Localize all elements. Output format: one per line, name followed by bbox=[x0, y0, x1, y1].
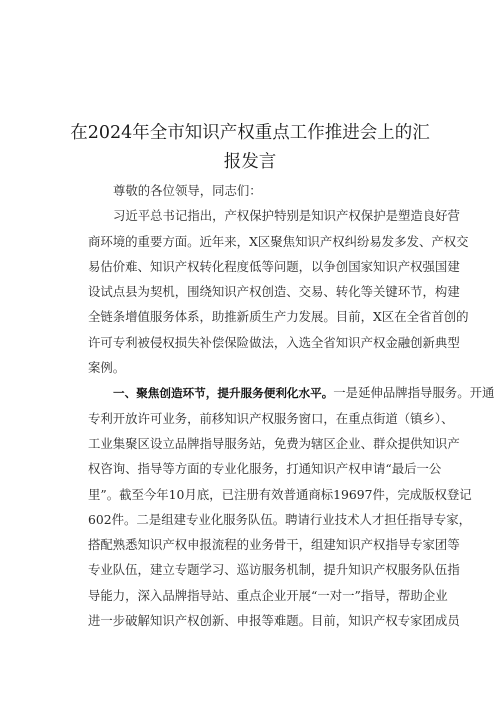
paragraph-line: 搭配熟悉知识产权申报流程的业务骨干，组建知识产权指导专家团等 bbox=[88, 537, 460, 553]
paragraph-line: 权咨询、指导等方面的专业化服务，打通知识产权申请“最后一公 bbox=[88, 461, 442, 477]
paragraph-line: 习近平总书记指出，产权保护特别是知识产权保护是塑造良好营 bbox=[113, 208, 460, 224]
paragraph-line: 导能力，深入品牌指导站、重点企业开展“一对一”指导，帮助企业 bbox=[88, 587, 448, 603]
document-title-line-2: 报发言 bbox=[223, 152, 277, 172]
paragraph-line: 易估价难、知识产权转化程度低等问题，以争创国家知识产权强国建 bbox=[88, 258, 460, 274]
paragraph-line: 商环境的重要方面。近年来，X区聚焦知识产权纠纷易发多发、产权交 bbox=[88, 233, 469, 249]
section-1-first-line bbox=[88, 380, 495, 405]
document-title-line-1: 在2024年全市知识产权重点工作推进会上的汇 bbox=[70, 123, 430, 143]
paragraph-line: 专利开放许可业务，前移知识产权服务窗口，在重点街道（镇乡）、 bbox=[88, 410, 454, 426]
section-1-first-line-text: 一是延伸品牌指导服务。开通 bbox=[333, 385, 495, 401]
paragraph-line: 案例。 bbox=[88, 360, 126, 376]
document-body bbox=[88, 178, 495, 633]
paragraph-line: 许可专利被侵权损失补偿保险做法，入选全省知识产权金融创新典型 bbox=[88, 334, 460, 350]
paragraph-line: 设试点县为契机，围绕知识产权创造、交易、转化等关键环节，构建 bbox=[88, 284, 460, 300]
paragraph-line: 602件。二是组建专业化服务队伍。聘请行业技术人才担任指导专家， bbox=[88, 511, 471, 527]
paragraph-line: 全链条增值服务体系，助推新质生产力发展。目前，X区在全省首创的 bbox=[88, 309, 469, 325]
salutation: 尊敬的各位领导，同志们： bbox=[113, 183, 262, 198]
paragraph-line: 工业集聚区设立品牌指导服务站，免费为辖区企业、群众提供知识产 bbox=[88, 435, 460, 451]
paragraph-line: 进一步破解知识产权创新、申报等难题。目前，知识产权专家团成员 bbox=[88, 613, 460, 629]
paragraph-line: 专业队伍，建立专题学习、巡访服务机制，提升知识产权服务队伍指 bbox=[88, 562, 460, 578]
paragraph-line: 里”。截至今年10月底，已注册有效普通商标19697件，完成版权登记 bbox=[88, 486, 472, 502]
section-1-heading: 一、聚焦创造环节，提升服务便利化水平。 bbox=[113, 386, 334, 401]
